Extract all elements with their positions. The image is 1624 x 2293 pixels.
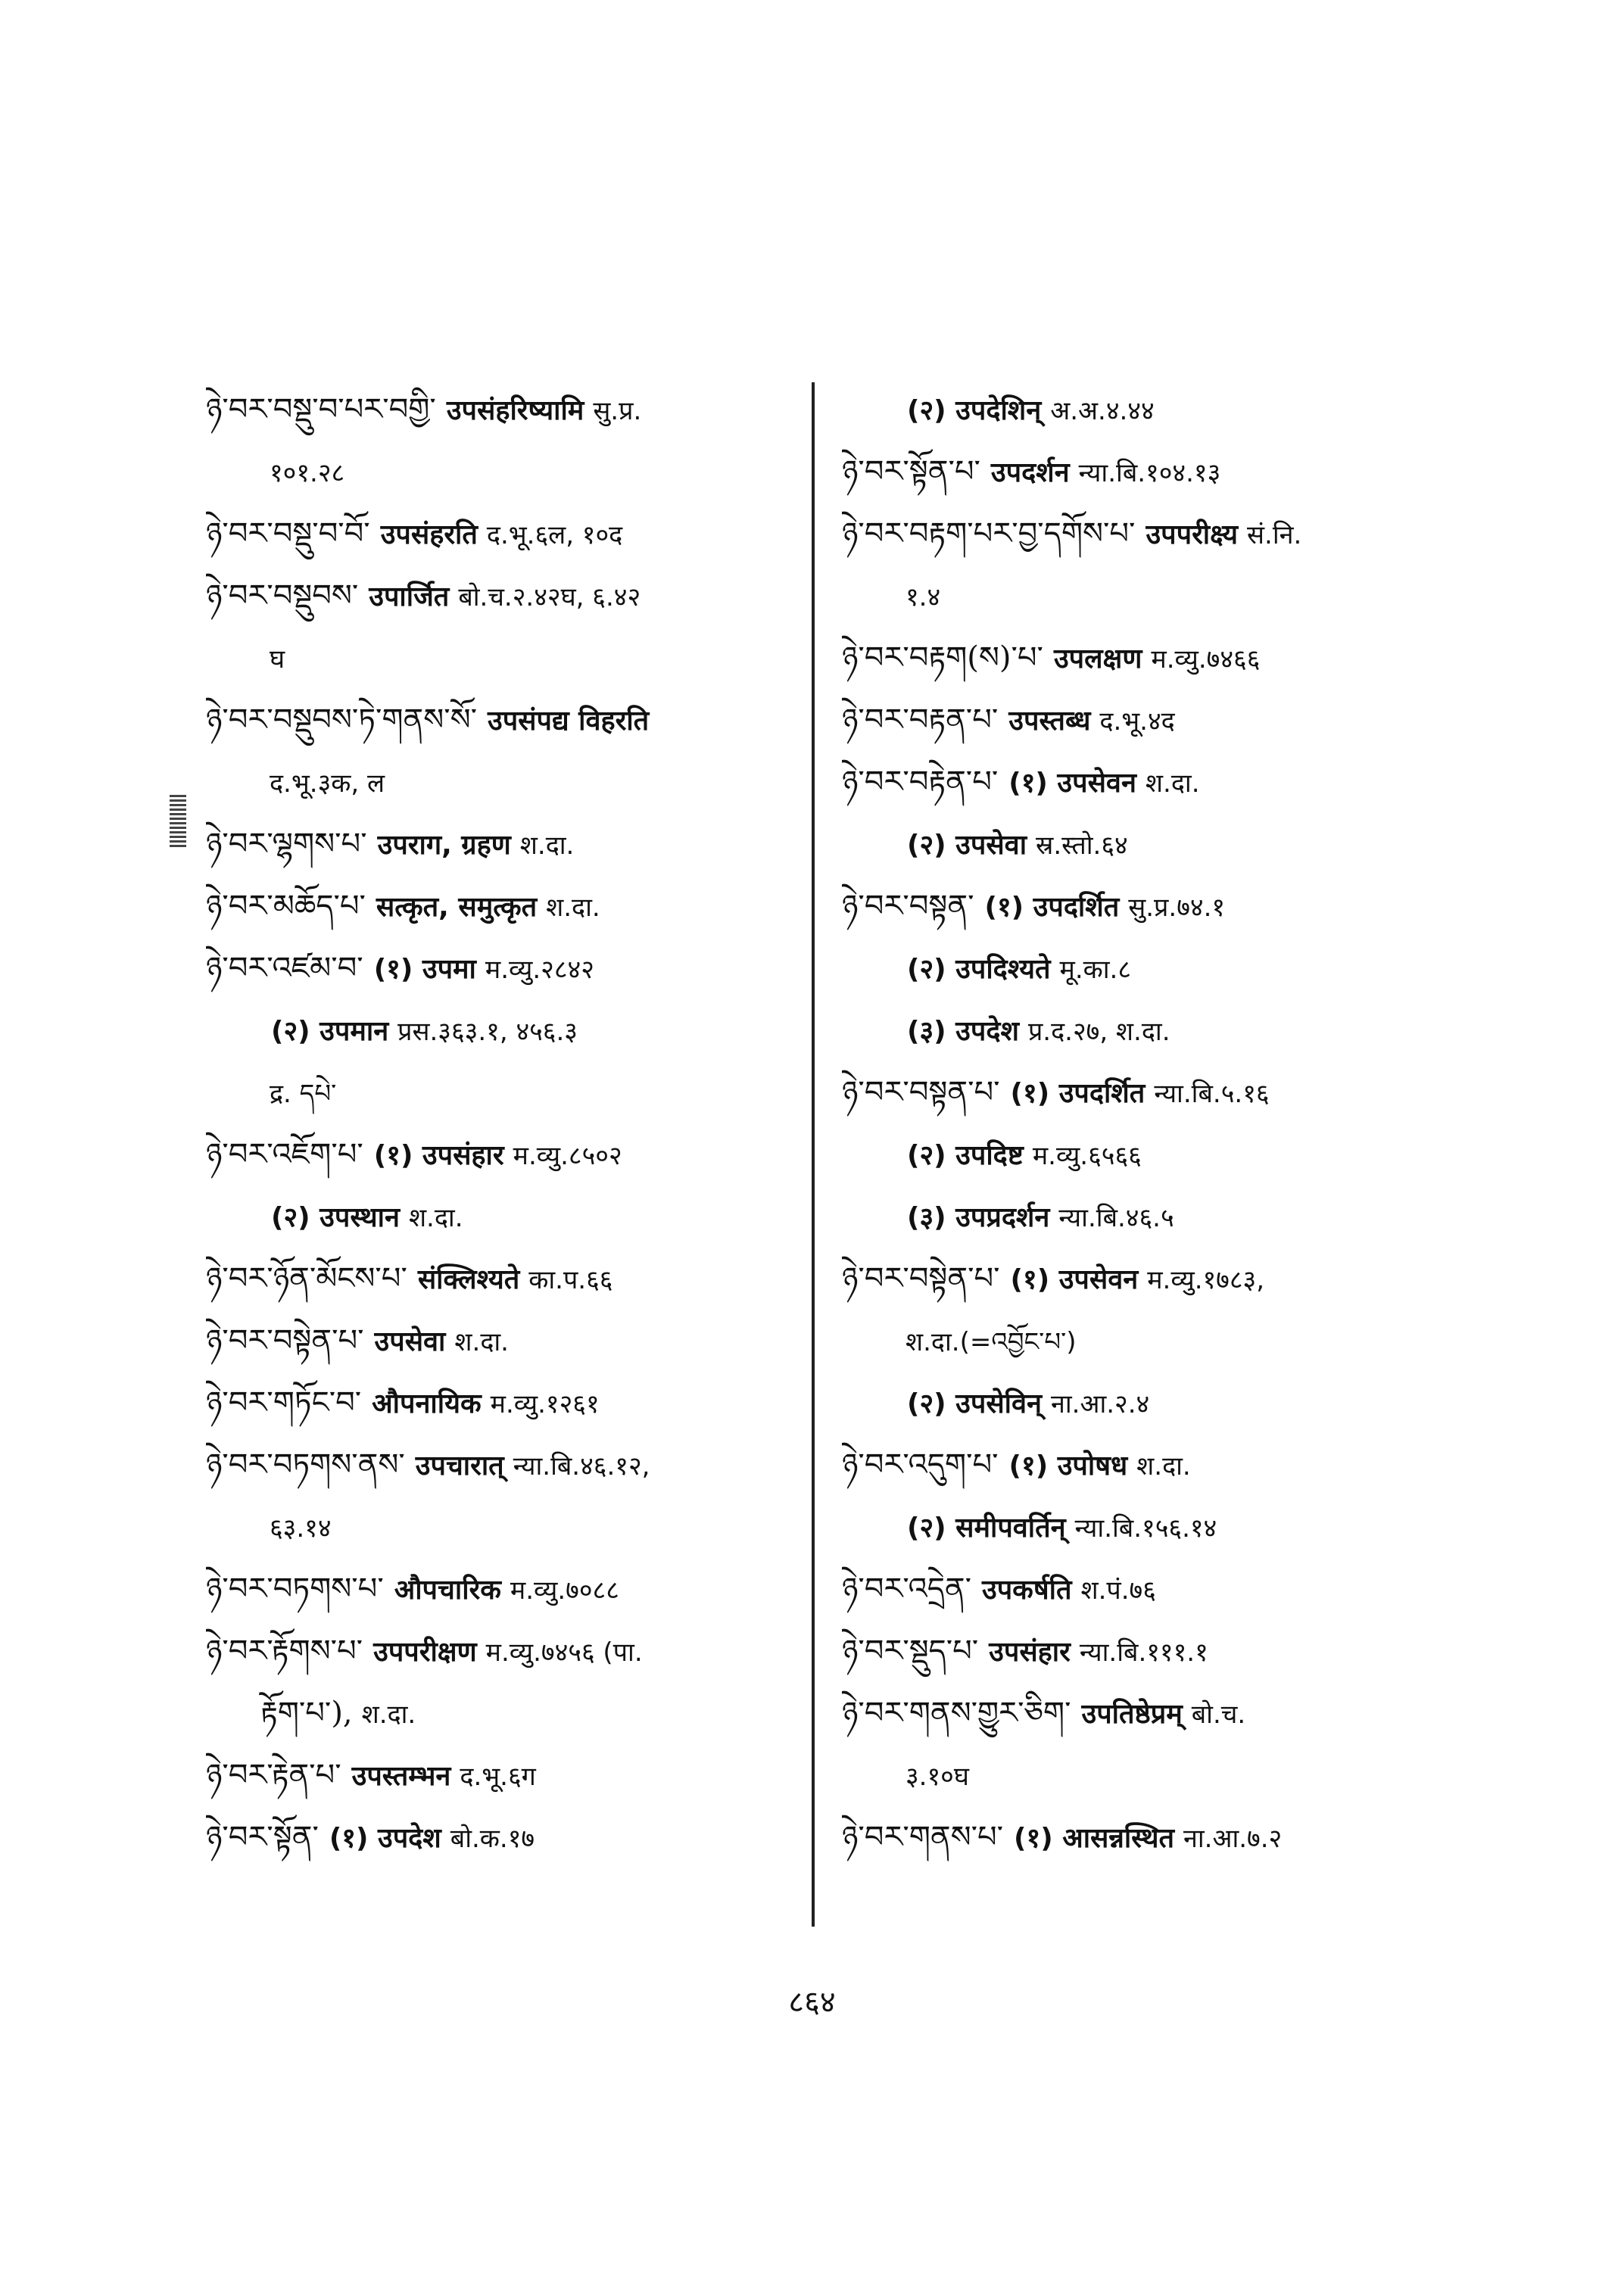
tibetan-headword: ཉེ་བར་བརྟག(ས)་པ་ (842, 640, 1043, 675)
dictionary-line (842, 1310, 1463, 1372)
source-reference: सु.प्र. (593, 396, 642, 426)
source-reference: का.प.६६ (528, 1265, 613, 1295)
sanskrit-equivalent: उपराग, ग्रहण (377, 830, 511, 861)
sanskrit-equivalent: उपसेवा (374, 1326, 446, 1357)
tibetan-headword: རྟོག་པ་), (260, 1696, 353, 1731)
sanskrit-equivalent: (१) उपमा (373, 954, 476, 985)
dictionary-line (206, 1372, 812, 1434)
sanskrit-equivalent: (३) उपदेश (907, 1016, 1019, 1047)
sanskrit-equivalent: उपपरीक्षण (373, 1637, 477, 1668)
sanskrit-equivalent: उपसंहरिष्यामि (446, 395, 584, 426)
sanskrit-equivalent: (१) उपसेवन (1010, 1264, 1139, 1295)
dictionary-line (206, 1061, 812, 1123)
left-column (206, 379, 812, 1868)
dictionary-line (842, 1185, 1463, 1248)
tibetan-headword: ཉེ་བར་གནས་གྱུར་ཅིག་ (842, 1696, 1071, 1731)
dictionary-line (842, 999, 1463, 1061)
dictionary-line (206, 1496, 812, 1558)
tibetan-headword: ཉེ་བར་ཉོན་མོངས་པ་ (206, 1261, 407, 1296)
dictionary-line (842, 1061, 1463, 1123)
tibetan-headword: ཉེ་བར་རྟོགས་པ་ (206, 1634, 363, 1668)
sanskrit-equivalent: उपचारात् (415, 1450, 504, 1481)
tibetan-headword: ཉེ་བར་བསྟན་པ་ (842, 1075, 1000, 1110)
source-reference: म.व्यु.७४५६ (पा. (485, 1637, 643, 1668)
source-reference: न्या.बि.४६.५ (1058, 1203, 1174, 1233)
source-reference: प्रस.३६३.१, ४५६.३ (397, 1017, 578, 1047)
dictionary-line (206, 937, 812, 999)
tibetan-headword: ཉེ་བར་བསྡུ་བ་པར་བགྱི་ (206, 392, 436, 427)
source-reference: सु.प्र.७४.१ (1128, 893, 1226, 923)
source-reference: स्र.स्तो.६४ (1036, 830, 1128, 861)
dictionary-line (842, 1558, 1463, 1620)
sanskrit-equivalent: उपार्जित (369, 581, 450, 612)
tibetan-headword: ཉེ་བར་བརྟེན་པ་ (842, 765, 999, 799)
tibetan-headword: ཉེ་བར་སྟོན་ (206, 1820, 319, 1855)
source-reference: बो.क.१७ (450, 1824, 535, 1854)
dictionary-line (206, 379, 812, 441)
source-reference: म.व्यु.७४६६ (1151, 644, 1261, 675)
source-reference: न्या.बि.१११.१ (1079, 1637, 1208, 1668)
dictionary-line (206, 751, 812, 813)
sanskrit-equivalent: उपदर्शन (990, 457, 1070, 488)
sanskrit-equivalent: (२) उपसेविन् (907, 1388, 1042, 1419)
sanskrit-equivalent: (२) उपदिश्यते (907, 954, 1051, 985)
dictionary-line (842, 813, 1463, 875)
sanskrit-equivalent: (१) उपोषध (1008, 1450, 1128, 1481)
source-reference: द्र. དཔེ་ (270, 1079, 337, 1109)
source-reference: श.दा. (519, 830, 575, 861)
sanskrit-equivalent: उपसंपद्य विहरति (488, 706, 650, 737)
source-reference: श.दा. (1136, 1451, 1191, 1481)
dictionary-line (842, 1496, 1463, 1558)
dictionary-line (206, 1434, 812, 1496)
sanskrit-equivalent: (१) उपसेवन (1008, 768, 1136, 799)
dictionary-line (206, 441, 812, 503)
dictionary-line (206, 1248, 812, 1310)
tibetan-headword: ཉེ་བར་འཇོག་པ་ (206, 1137, 363, 1172)
source-reference: द.भू.६ग (460, 1762, 536, 1792)
tibetan-headword: ཉེ་བར་རྟེན་པ་ (206, 1758, 341, 1793)
dictionary-line (842, 565, 1463, 627)
tibetan-headword: ཉེ་བར་མཆོད་པ་ (206, 889, 366, 924)
source-reference: ६३.१४ (270, 1513, 332, 1544)
source-reference: १.४ (906, 582, 941, 612)
dictionary-line (842, 875, 1463, 937)
sanskrit-equivalent: उपलक्षण (1053, 643, 1142, 675)
sanskrit-equivalent: (३) उपप्रदर्शन (907, 1202, 1050, 1233)
source-reference: मू.का.८ (1059, 955, 1132, 985)
sanskrit-equivalent: (१) आसन्नस्थित (1014, 1823, 1174, 1854)
source-reference: न्या.बि.१५६.१४ (1074, 1513, 1217, 1544)
source-reference: श.दा. (408, 1203, 463, 1233)
source-reference: घ (270, 644, 285, 675)
dictionary-line (842, 1123, 1463, 1185)
dictionary-line (206, 565, 812, 627)
tibetan-headword: ཉེ་བར་འཛམ་བ་ (206, 951, 363, 986)
source-reference: ३.१०घ (906, 1762, 969, 1792)
sanskrit-equivalent: (२) उपदिष्ट (907, 1140, 1024, 1171)
source-reference: अ.अ.४.४४ (1050, 396, 1155, 426)
tibetan-headword: ཉེ་བར་འདུག་པ་ (842, 1447, 999, 1482)
source-reference: म.व्यु.१७८३, (1147, 1265, 1265, 1295)
sanskrit-equivalent: (२) उपस्थान (271, 1202, 400, 1233)
source-reference: श.दा. (454, 1327, 509, 1357)
tibetan-headword: ཉེ་བར་གནས་པ་ (842, 1820, 1004, 1855)
source-reference: श.दा. (1145, 768, 1200, 799)
tibetan-headword: ཉེ་བར་ལྷགས་པ་ (206, 827, 367, 861)
tibetan-headword: ཉེ་བར་བསྟེན་པ་ (842, 1261, 1000, 1296)
dictionary-line (206, 689, 812, 751)
dictionary-line (206, 1682, 812, 1744)
source-reference: ना.आ.२.४ (1051, 1389, 1150, 1419)
dictionary-line (842, 503, 1463, 565)
tibetan-headword: ཉེ་བར་བཏགས་ནས་ (206, 1447, 405, 1482)
sanskrit-equivalent: उपसंहार (989, 1637, 1071, 1668)
source-reference: न्या.बि.५.१६ (1154, 1079, 1270, 1109)
dictionary-line (842, 627, 1463, 689)
dictionary-line (842, 1682, 1463, 1744)
sanskrit-equivalent: सत्कृत, समुत्कृत (376, 892, 538, 923)
tibetan-headword: ཉེ་བར་བསྡུབས་ཏེ་གནས་སོ་ (206, 703, 477, 737)
dictionary-line (842, 1434, 1463, 1496)
sanskrit-equivalent: औपचारिक (394, 1575, 501, 1606)
source-reference: द.भू.४द (1099, 706, 1175, 737)
source-reference: म.व्यु.२८४२ (485, 955, 594, 985)
sanskrit-equivalent: (२) उपमान (271, 1016, 389, 1047)
source-reference: म.व्यु.८५०२ (513, 1141, 622, 1171)
dictionary-line (206, 813, 812, 875)
source-reference: ना.आ.७.२ (1183, 1824, 1283, 1854)
dictionary-line (842, 1372, 1463, 1434)
dictionary-line (842, 1248, 1463, 1310)
sanskrit-equivalent: (१) उपसंहार (373, 1140, 504, 1171)
tibetan-headword: ཉེ་བར་སྟོན་པ་ (842, 454, 980, 489)
tibetan-headword: ཉེ་བར་གཏོང་བ་ (206, 1385, 362, 1420)
tibetan-headword: ཉེ་བར་བསྟན་ (842, 889, 974, 924)
sanskrit-equivalent: औपनायिक (372, 1388, 482, 1419)
dictionary-line (842, 937, 1463, 999)
source-reference: म.व्यु.१२६१ (490, 1389, 600, 1419)
source-reference: द.भू.३क, ल (270, 768, 385, 799)
sanskrit-equivalent: संक्लिश्यते (417, 1264, 520, 1295)
sanskrit-equivalent: उपतिष्ठेप्रम् (1081, 1699, 1183, 1730)
source-reference: श.दा.(=འབྱོང་པ་) (906, 1327, 1077, 1357)
source-reference: म.व्यु.७०८८ (510, 1575, 619, 1606)
dictionary-line (206, 1123, 812, 1185)
source-reference: न्या.बि.१०४.१३ (1078, 458, 1221, 488)
sanskrit-equivalent: (१) उपदर्शित (1010, 1078, 1146, 1109)
dictionary-line (206, 1310, 812, 1372)
sanskrit-equivalent: उपकर्षति (982, 1575, 1072, 1606)
source-reference: बो.च.२.४२घ, ६.४२ (458, 582, 641, 612)
source-reference: श.दा. (361, 1699, 416, 1730)
source-reference: श.पं.७६ (1080, 1575, 1156, 1606)
source-reference: १०१.२८ (270, 458, 345, 488)
source-reference: श.दा. (546, 893, 600, 923)
page-number: ८६४ (788, 1985, 836, 2020)
tibetan-headword: ཉེ་བར་བསྟེན་པ་ (206, 1323, 364, 1358)
sanskrit-equivalent: (२) समीपवर्तिन् (907, 1513, 1066, 1544)
dictionary-line (842, 1744, 1463, 1806)
dictionary-line (842, 379, 1463, 441)
tibetan-headword: ཉེ་བར་བརྟག་པར་བྱ་དགོས་པ་ (842, 516, 1136, 551)
dictionary-line (206, 1744, 812, 1806)
dictionary-line (206, 875, 812, 937)
dictionary-line (206, 1558, 812, 1620)
dictionary-line (206, 1620, 812, 1682)
dictionary-line (206, 503, 812, 565)
dictionary-line (206, 627, 812, 689)
dictionary-line (842, 1806, 1463, 1868)
source-reference: सं.नि. (1247, 520, 1302, 550)
sanskrit-equivalent: उपस्तब्ध (1008, 706, 1091, 737)
sanskrit-equivalent: (२) उपदेशिन् (907, 395, 1042, 426)
dictionary-line (206, 999, 812, 1061)
dictionary-line (206, 1185, 812, 1248)
dictionary-line (842, 751, 1463, 813)
column-divider (812, 382, 815, 1927)
sanskrit-equivalent: (२) उपसेवा (907, 830, 1027, 861)
tibetan-headword: ཉེ་བར་འདྲེན་ (842, 1572, 971, 1606)
right-column (842, 379, 1463, 1868)
dictionary-line (842, 1620, 1463, 1682)
tibetan-headword: ཉེ་བར་བཏགས་པ་ (206, 1572, 384, 1606)
tibetan-headword: ཉེ་བར་བསྡུ་བ་བོ་ (206, 516, 370, 551)
source-reference: प्र.द.२७, श.दा. (1027, 1017, 1170, 1047)
source-reference: द.भू.६ल, १०द (486, 520, 623, 550)
source-reference: म.व्यु.६५६६ (1032, 1141, 1142, 1171)
sanskrit-equivalent: उपपरीक्ष्य (1146, 519, 1239, 550)
margin-mark (170, 795, 186, 848)
sanskrit-equivalent: उपसंहरति (380, 519, 478, 550)
tibetan-headword: ཉེ་བར་སྡུད་པ་ (842, 1634, 979, 1668)
dictionary-line (842, 441, 1463, 503)
dictionary-line (206, 1806, 812, 1868)
sanskrit-equivalent: (१) उपदेश (329, 1823, 441, 1854)
sanskrit-equivalent: (१) उपदर्शित (984, 892, 1120, 923)
source-reference: बो.च. (1191, 1699, 1246, 1730)
sanskrit-equivalent: उपस्तम्भन (351, 1761, 451, 1792)
tibetan-headword: ཉེ་བར་བསྡུབས་ (206, 578, 359, 613)
tibetan-headword: ཉེ་བར་བརྟན་པ་ (842, 703, 999, 737)
source-reference: न्या.बि.४६.१२, (513, 1451, 650, 1481)
dictionary-line (842, 689, 1463, 751)
